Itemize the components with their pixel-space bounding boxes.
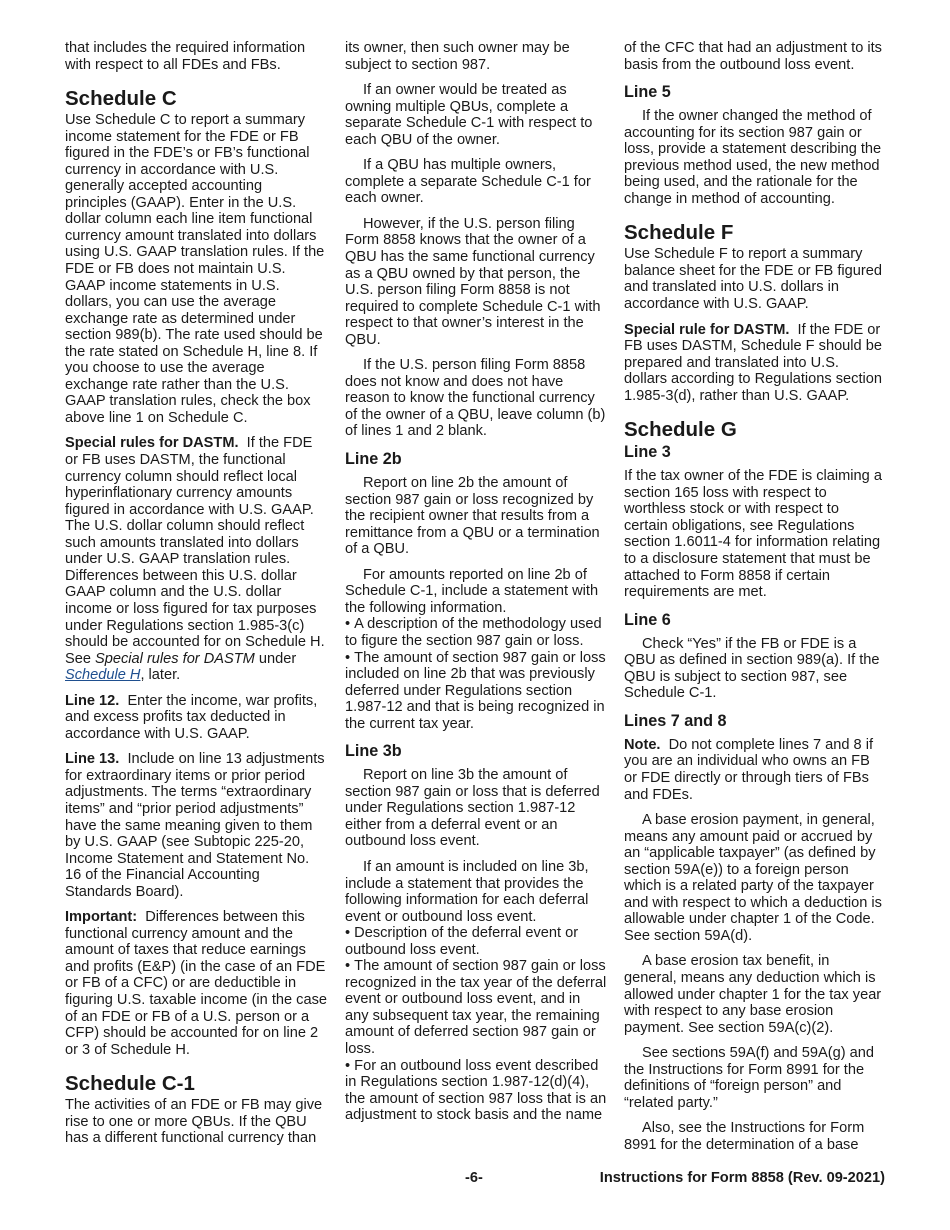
heading-line-3b: Line 3b [345,742,402,761]
dastm-paragraph: Special rules for DASTM. If the FDE or FB uses DASTM, the functional currency column should reflect local hyperinflationary currency amounts figured in accordance with U.S. GAAP. The U.S. dollar column should reflect such amounts translated into dollars under U.S. GAAP translation rules. Differences between this U.S. dollar GAAP column and the U.S. dollar income or loss figured for tax purposes under Regulations section 1.985-3(c) should be accounted for on Schedule H. See Special rules for DASTM under Schedule H, later. [65,435,325,684]
heading-line-5: Line 5 [624,83,671,102]
paragraph: If the U.S. person filing Form 8858 does not know and does not have reason to know the functional currency of the owner of a QBU, leave column (b) of lines 1 and 2 blank. [345,357,606,440]
paragraph: Use Schedule F to report a summary balance sheet for the FDE or FB figured and translated into U.S. dollars in accordance with U.S. GAAP. [624,246,882,313]
dastm-paragraph: Special rule for DASTM. If the FDE or FB uses DASTM, Schedule F should be prepared and translated into U.S. dollars according to Regulations section 1.985-3(d), rather than U.S. GAAP. [624,321,882,404]
continued-text: that includes the required information with respect to all FDEs and FBs. [65,40,306,73]
heading-line-3: Line 3 [624,443,671,462]
schedule-c-paragraph: Use Schedule C to report a summary income statement for the FDE or FB figured in the FDE’s or FB’s functional currency in accordance with U.S. generally accepted accounting principles (GAAP). Enter in the U.S. dollar column each line item functional currency amount translated into dollars using U.S. GAAP translation rules. If the FDE or FB does not maintain U.S. GAAP income statements in U.S. dollars, you can use the average exchange rate as determined under section 989(b). The rate used should be the rate stated on Schedule H, line 8. If you choose to use the average exchange rate rather than the U.S. GAAP translation rules, check the box above line 1 on Schedule C. [65,112,325,426]
important-paragraph: Important: Differences between this functional currency amount and the amount of taxes that reduce earnings and profits (E&P) (in the case of an FDE or FB of a CFC) or are deductible in figuring U.S. taxable income (in the case of an FDE or FB of a U.S. person or a CFP) should be accounted for on line 2 or 3 of Schedule H. [65,909,328,1058]
paragraph: If the tax owner of the FDE is claiming a section 165 loss with respect to worthless stock or with respect to certain obligations, see Regulations section 1.6011-4 for information relating to a disclosure statement that must be attached to Form 8858 if certain requirements are met. [624,468,882,601]
paragraph: If an amount is included on line 3b, include a statement that provides the following information for each deferral event or outbound loss event. [345,858,589,925]
heading-schedule-g: Schedule G [624,418,737,442]
note-paragraph: Note. Do not complete lines 7 and 8 if you are an individual who owns an FB or FDE directly or through tiers of FBs and FDEs. [624,736,874,803]
paragraph: If an owner would be treated as owning multiple QBUs, complete a separate Schedule C-1 with respect to each QBU of the owner. [345,82,593,148]
paragraph: See sections 59A(f) and 59A(g) and the Instructions for Form 8991 for the definitions of “foreign person” and “related party.” [624,1045,875,1111]
bullet-item: • The amount of section 987 gain or loss included on line 2b that was previously deferred under Regulations section 1.987-12 and that is being recognized in the current tax year. [345,649,606,732]
paragraph: Report on line 3b the amount of section 987 gain or loss that is deferred under Regulations section 1.987-12 either from a deferral event or an outbound loss event. [345,767,600,850]
bullet-item: • The amount of section 987 gain or loss recognized in the tax year of the deferral event or outbound loss event, and in any subsequent tax year, the remaining amount of deferred section 987 gain or loss. [345,958,607,1057]
paragraph: A base erosion tax benefit, in general, means any deduction which is allowed under chapter 1 for the tax year with respect to any base erosion payment. See section 59A(c)(2). [624,953,882,1036]
page-footer [0,1170,950,1190]
dastm-run-in-heading: Special rules for DASTM. [65,435,239,452]
paragraph: A base erosion payment, in general, means any amount paid or accrued by an “applicable taxpayer” (as defined by section 59A(e)) to a foreign person which is a related party of the taxpayer and with respect to which a deduction is allowable under chapter 1 of the Code. See section 59A(d). [624,812,882,944]
paragraph: Check “Yes” if the FB or FDE is a QBU as defined in section 989(a). If the QBU is subject to section 987, see Schedule C-1. [624,635,880,702]
heading-line-2b: Line 2b [345,450,402,469]
column-right [624,40,886,1162]
paragraph: Report on line 2b the amount of section 987 gain or loss recognized by the recipient owner that results from a remittance from a QBU or a termination of a QBU. [345,475,600,558]
heading-schedule-f: Schedule F [624,221,734,245]
paragraph: Also, see the Instructions for Form 8991 for the determination of a base [624,1120,865,1153]
schedule-c1-paragraph: The activities of an FDE or FB may give rise to one or more QBUs. If the QBU has a different functional currency than [65,1097,323,1147]
column-middle [345,40,607,1124]
paragraph: For amounts reported on line 2b of Schedule C-1, include a statement with the following information. [345,566,599,616]
bullet-item: • A description of the methodology used to figure the section 987 gain or loss. [345,616,602,649]
schedule-h-link[interactable]: Schedule H [65,667,141,684]
line-13-paragraph: Line 13. Include on line 13 adjustments for extraordinary items or prior period adjustments. The terms “extraordinary items” and “prior period adjustments” have the same meaning given to them by U.S. GAAP (see Subtopic 225-20, Income Statement and Statement No. 16 of the Financial Accounting Standards Board). [65,751,325,900]
page-number: -6- [465,1170,483,1186]
heading-lines-7-8: Lines 7 and 8 [624,711,727,730]
continued-text: its owner, then such owner may be subject to section 987. [345,40,570,73]
paragraph: However, if the U.S. person filing Form 8858 knows that the owner of a QBU has the same functional currency as a QBU owned by that person, the U.S. person filing Form 8858 is not required to complete Schedule C-1 with respect to that owner’s interest in the QBU. [345,215,601,348]
heading-schedule-c: Schedule C [65,87,177,111]
paragraph: If the owner changed the method of accounting for its section 987 gain or loss, provide a statement describing the previous method used, the new method being used, and the rationale for the change in method of accounting. [624,108,882,207]
continued-text: of the CFC that had an adjustment to its basis from the outbound loss event. [624,40,882,73]
heading-schedule-c1: Schedule C-1 [65,1072,195,1096]
line-12-paragraph: Line 12. Enter the income, war profits, and excess profits tax deducted in accordance with U.S. GAAP. [65,692,318,742]
column-left [65,40,327,1156]
footer-title: Instructions for Form 8858 (Rev. 09-2021) [599,1170,885,1186]
heading-line-6: Line 6 [624,610,671,629]
paragraph: If a QBU has multiple owners, complete a separate Schedule C-1 for each owner. [345,157,591,207]
bullet-item: • Description of the deferral event or outbound loss event. [345,925,579,958]
bullet-item: • For an outbound loss event described in Regulations section 1.987-12(d)(4), the amount of section 987 loss that is an adjustment to stock basis and the name [345,1057,607,1124]
